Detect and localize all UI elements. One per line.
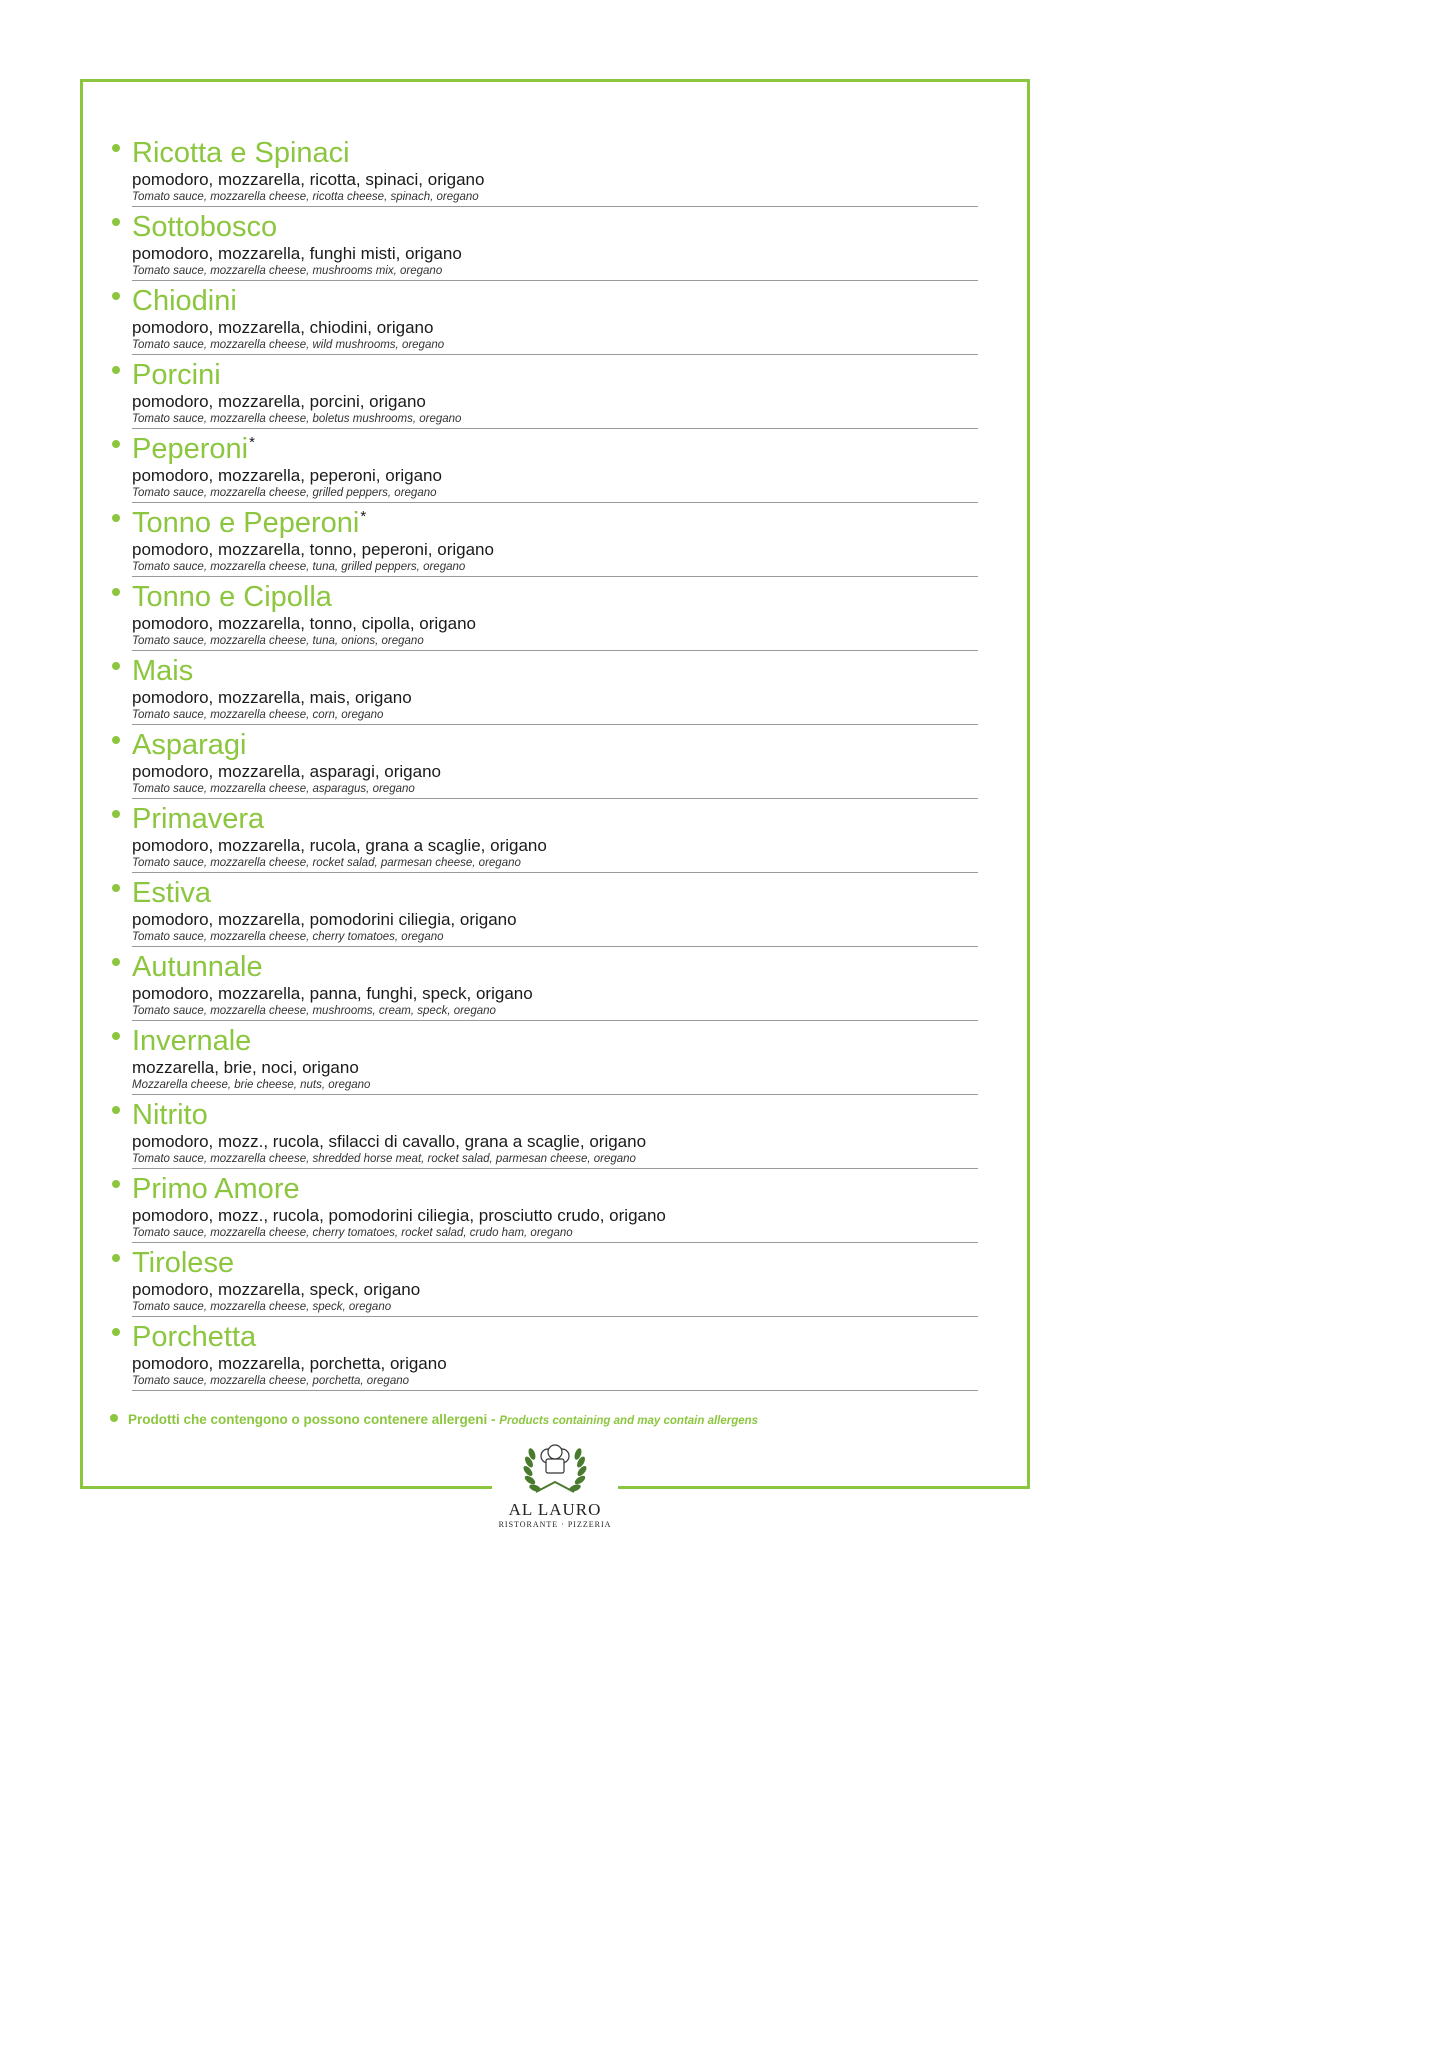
menu-item	[108, 1098, 978, 1172]
ingredients-italian: pomodoro, mozzarella, panna, funghi, speck, origano	[132, 984, 533, 1003]
bullet-icon	[112, 588, 120, 596]
pizza-name-text: Porcini	[132, 359, 221, 391]
logo-subtitle: RISTORANTE · PIZZERIA	[498, 1520, 612, 1529]
pizza-name-text: Sottobosco	[132, 211, 278, 243]
pizza-name	[132, 136, 978, 170]
ingredients-english: Tomato sauce, mozzarella cheese, asparagus, oregano	[132, 782, 978, 799]
ingredients-italian: pomodoro, mozzarella, tonno, peperoni, origano	[132, 540, 494, 559]
allergen-note-separator: -	[487, 1412, 500, 1427]
pizza-name-text: Primavera	[132, 803, 265, 835]
pizza-name-text: Ricotta e Spinaci	[132, 137, 350, 169]
ingredients-english: Tomato sauce, mozzarella cheese, cherry tomatoes, rocket salad, crudo ham, oregano	[132, 1226, 978, 1243]
logo-name: AL LAURO	[508, 1500, 602, 1519]
pizza-name	[132, 802, 978, 836]
pizza-name-text: Porchetta	[132, 1321, 257, 1353]
menu-item	[108, 654, 978, 728]
bullet-icon	[112, 218, 120, 226]
allergen-note-it: Prodotti che contengono o possono contenere allergeni	[128, 1412, 488, 1427]
ingredients-italian: pomodoro, mozzarella, porcini, origano	[132, 392, 426, 411]
menu-item	[108, 1024, 978, 1098]
ingredients-italian: pomodoro, mozzarella, ricotta, spinaci, origano	[132, 170, 485, 189]
bullet-icon	[112, 1106, 120, 1114]
menu-item	[108, 432, 978, 506]
ingredients-english: Tomato sauce, mozzarella cheese, boletus mushrooms, oregano	[132, 412, 978, 429]
ingredients-english: Tomato sauce, mozzarella cheese, shredded horse meat, rocket salad, parmesan cheese, oregano	[132, 1152, 978, 1169]
ingredients-english: Tomato sauce, mozzarella cheese, tuna, onions, oregano	[132, 634, 978, 651]
pizza-name	[132, 1098, 978, 1132]
allergen-marker: *	[360, 508, 367, 525]
pizza-name	[132, 432, 978, 466]
pizza-name	[132, 210, 978, 244]
pizza-name-text: Estiva	[132, 877, 211, 909]
menu-item	[108, 802, 978, 876]
ingredients-italian: pomodoro, mozzarella, funghi misti, origano	[132, 244, 462, 263]
ingredients-italian: pomodoro, mozzarella, chiodini, origano	[132, 318, 434, 337]
menu-item	[108, 1172, 978, 1246]
pizza-name	[132, 654, 978, 688]
pizza-name-text: Chiodini	[132, 285, 237, 317]
ingredients-english: Tomato sauce, mozzarella cheese, tuna, grilled peppers, oregano	[132, 560, 978, 577]
pizza-name-text: Mais	[132, 655, 194, 687]
pizza-name-text: Peperoni	[132, 433, 249, 465]
ingredients-english: Tomato sauce, mozzarella cheese, cherry tomatoes, oregano	[132, 930, 978, 947]
pizza-name	[132, 358, 978, 392]
ingredients-english: Tomato sauce, mozzarella cheese, rocket salad, parmesan cheese, oregano	[132, 856, 978, 873]
bullet-icon	[112, 292, 120, 300]
menu-item	[108, 358, 978, 432]
pizza-name-text: Invernale	[132, 1025, 252, 1057]
pizza-name	[132, 1172, 978, 1206]
ingredients-italian: pomodoro, mozzarella, pomodorini ciliegia, origano	[132, 910, 517, 929]
pizza-name-text: Tirolese	[132, 1247, 235, 1279]
ingredients-english: Tomato sauce, mozzarella cheese, wild mushrooms, oregano	[132, 338, 978, 355]
ingredients-italian: pomodoro, mozzarella, speck, origano	[132, 1280, 421, 1299]
pizza-name	[132, 728, 978, 762]
ingredients-english: Tomato sauce, mozzarella cheese, mushrooms mix, oregano	[132, 264, 978, 281]
menu-item	[108, 876, 978, 950]
pizza-name	[132, 950, 978, 984]
allergen-note-en: Products containing and may contain allergens	[499, 1415, 759, 1427]
laurel-wreath-icon	[492, 1442, 618, 1500]
ingredients-italian: pomodoro, mozzarella, peperoni, origano	[132, 466, 442, 485]
ingredients-italian: mozzarella, brie, noci, origano	[132, 1058, 359, 1077]
menu-item	[108, 1246, 978, 1320]
pizza-name-text: Nitrito	[132, 1099, 208, 1131]
menu-item	[108, 506, 978, 580]
bullet-icon	[112, 1180, 120, 1188]
pizza-name	[132, 1246, 978, 1280]
bullet-icon	[112, 514, 120, 522]
pizza-name	[132, 580, 978, 614]
pizza-name	[132, 1320, 978, 1354]
ingredients-english: Tomato sauce, mozzarella cheese, speck, oregano	[132, 1300, 978, 1317]
bullet-icon	[112, 440, 120, 448]
bullet-icon	[112, 736, 120, 744]
allergen-marker: *	[249, 434, 255, 451]
ingredients-italian: pomodoro, mozzarella, porchetta, origano	[132, 1354, 447, 1373]
bullet-icon	[112, 1032, 120, 1040]
ingredients-english: Tomato sauce, mozzarella cheese, grilled peppers, oregano	[132, 486, 978, 503]
menu-item	[108, 136, 978, 210]
ingredients-italian: pomodoro, mozzarella, rucola, grana a scaglie, origano	[132, 836, 547, 855]
pizza-name-text: Tonno e Peperoni	[132, 507, 360, 539]
ingredients-english: Tomato sauce, mozzarella cheese, ricotta cheese, spinach, oregano	[132, 190, 978, 207]
pizza-name	[132, 506, 978, 540]
pizza-name-text: Primo Amore	[132, 1173, 300, 1205]
bullet-icon	[112, 810, 120, 818]
bullet-icon	[112, 366, 120, 374]
frame-bottom-right-rule	[618, 1486, 1030, 1489]
ingredients-english: Tomato sauce, mozzarella cheese, porchetta, oregano	[132, 1374, 978, 1391]
allergen-note	[110, 1412, 990, 1432]
bullet-icon	[112, 1328, 120, 1336]
bullet-icon	[112, 884, 120, 892]
pizza-name-text: Asparagi	[132, 729, 247, 761]
bullet-icon	[110, 1414, 118, 1422]
menu-item	[108, 1320, 978, 1394]
ingredients-english: Tomato sauce, mozzarella cheese, mushrooms, cream, speck, oregano	[132, 1004, 978, 1021]
ingredients-italian: pomodoro, mozzarella, mais, origano	[132, 688, 412, 707]
restaurant-logo	[492, 1442, 618, 1542]
ingredients-italian: pomodoro, mozz., rucola, pomodorini ciliegia, prosciutto crudo, origano	[132, 1206, 666, 1225]
menu-item	[108, 950, 978, 1024]
pizza-name-text: Autunnale	[132, 951, 263, 983]
menu-item	[108, 284, 978, 358]
ingredients-english: Mozzarella cheese, brie cheese, nuts, oregano	[132, 1078, 978, 1095]
frame-bottom-left-rule	[80, 1486, 492, 1489]
pizza-name	[132, 1024, 978, 1058]
bullet-icon	[112, 958, 120, 966]
pizza-name	[132, 284, 978, 318]
pizza-menu-list	[108, 136, 978, 1394]
ingredients-italian: pomodoro, mozzarella, tonno, cipolla, origano	[132, 614, 476, 633]
menu-item	[108, 728, 978, 802]
bullet-icon	[112, 144, 120, 152]
pizza-name-text: Tonno e Cipolla	[132, 581, 332, 613]
ingredients-italian: pomodoro, mozzarella, asparagi, origano	[132, 762, 442, 781]
bullet-icon	[112, 662, 120, 670]
menu-item	[108, 580, 978, 654]
pizza-name	[132, 876, 978, 910]
menu-item	[108, 210, 978, 284]
ingredients-english: Tomato sauce, mozzarella cheese, corn, oregano	[132, 708, 978, 725]
ingredients-italian: pomodoro, mozz., rucola, sfilacci di cavallo, grana a scaglie, origano	[132, 1132, 647, 1151]
chef-hat-icon	[541, 1445, 569, 1473]
bullet-icon	[112, 1254, 120, 1262]
